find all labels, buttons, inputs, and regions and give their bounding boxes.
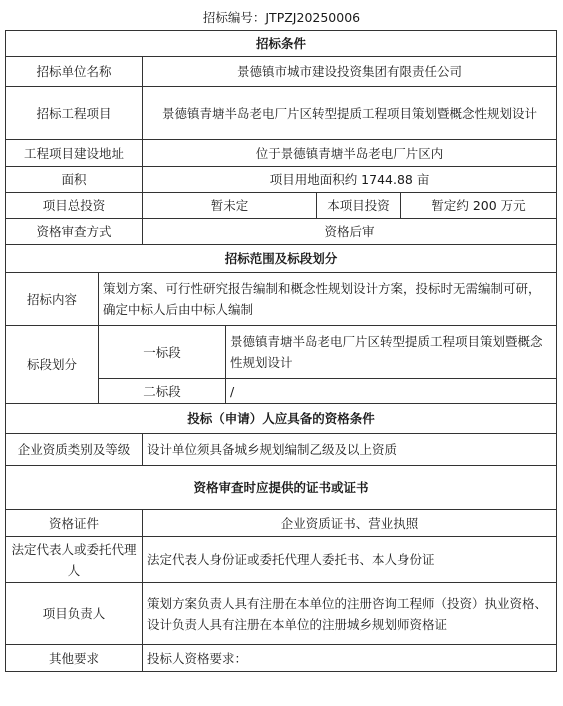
value-review-method: 资格后审 — [143, 219, 557, 245]
section-title-conditions: 招标条件 — [6, 31, 557, 57]
value-total-investment: 暂未定 — [143, 193, 317, 219]
value-project-leader: 策划方案负责人具有注册在本单位的注册咨询工程师（投资）执业资格、设计负责人具有注册在本单位的注册城乡规划师资格证 — [143, 583, 557, 645]
value-legal-representative: 法定代表人身份证或委托代理人委托书、本人身份证 — [143, 537, 557, 583]
label-other-requirements: 其他要求 — [6, 645, 143, 672]
value-tender-content: 策划方案、可行性研究报告编制和概念性规划设计方案，投标时无需编制可研，确定中标人后由中标人编制 — [99, 273, 557, 326]
label-this-investment: 本项目投资 — [317, 193, 401, 219]
value-lot-1: 景德镇青塘半岛老电厂片区转型提质工程项目策划暨概念性规划设计 — [226, 326, 557, 379]
value-lot-2: / — [226, 379, 557, 404]
value-project-address: 位于景德镇青塘半岛老电厂片区内 — [143, 140, 557, 167]
section-title-certificates: 资格审查时应提供的证书或证书 — [6, 466, 557, 510]
label-total-investment: 项目总投资 — [6, 193, 143, 219]
section-title-qualification: 投标（申请）人应具备的资格条件 — [6, 404, 557, 434]
value-tender-project: 景德镇青塘半岛老电厂片区转型提质工程项目策划暨概念性规划设计 — [143, 87, 557, 140]
bid-number: 招标编号：JTPZJ20250006 — [202, 10, 361, 25]
section-title-scope: 招标范围及标段划分 — [6, 245, 557, 273]
label-certificates: 资格证件 — [6, 510, 143, 537]
value-other-requirements: 投标人资格要求： — [143, 645, 557, 672]
label-lot-division: 标段划分 — [6, 326, 99, 404]
label-tender-project: 招标工程项目 — [6, 87, 143, 140]
label-project-leader: 项目负责人 — [6, 583, 143, 645]
label-area: 面积 — [6, 167, 143, 193]
label-lot-1: 一标段 — [99, 326, 226, 379]
value-qualification-grade: 设计单位须具备城乡规划编制乙级及以上资质 — [143, 434, 557, 466]
value-certificates: 企业资质证书、营业执照 — [143, 510, 557, 537]
value-area: 项目用地面积约 1744.88 亩 — [143, 167, 557, 193]
tender-table — [5, 30, 557, 672]
label-tender-content: 招标内容 — [6, 273, 99, 326]
label-lot-2: 二标段 — [99, 379, 226, 404]
label-tender-unit: 招标单位名称 — [6, 57, 143, 87]
value-this-investment: 暂定约 200 万元 — [401, 193, 557, 219]
value-tender-unit: 景德镇市城市建设投资集团有限责任公司 — [143, 57, 557, 87]
label-qualification-grade: 企业资质类别及等级 — [6, 434, 143, 466]
label-project-address: 工程项目建设地址 — [6, 140, 143, 167]
label-legal-representative: 法定代表人或委托代理人 — [6, 537, 143, 583]
label-review-method: 资格审查方式 — [6, 219, 143, 245]
